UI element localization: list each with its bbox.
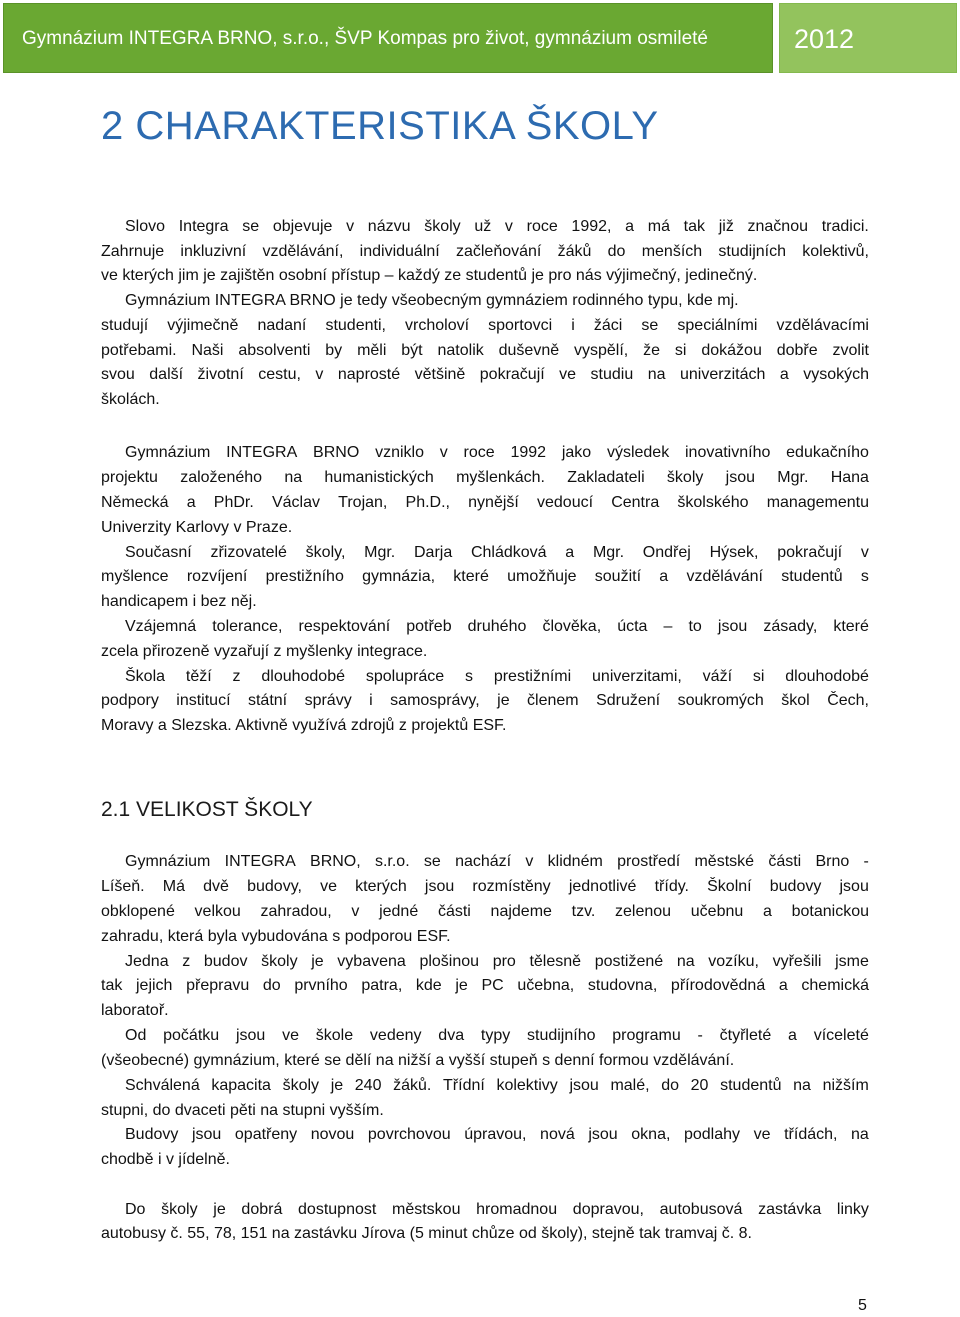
text-line: Líšeň. Má dvě budovy, ve kterých jsou rozmístěny jednotlivé třídy. Školní budovy jsou bbox=[101, 878, 869, 895]
text-line: zcela přirozeně vyzařují z myšlenky integrace. bbox=[101, 643, 428, 660]
text-line: handicapem i bez něj. bbox=[101, 593, 257, 610]
text-line: svou další životní cestu, v naprosté většině pokračují ve studiu na univerzitách a vysokých bbox=[101, 366, 869, 383]
text-line: Univerzity Karlovy v Praze. bbox=[101, 519, 293, 536]
text-line: Jedna z budov školy je vybavena plošinou pro tělesně postižené na vozíku, vyřešili jsme bbox=[125, 953, 869, 970]
text-line: myšlence rozvíjení prestižního gymnázia, které umožňuje soužití a vzdělávání studentů s bbox=[101, 568, 869, 585]
text-line: Zahrnuje inkluzivní vzdělávání, individuální začleňování žáků do menších studijních kolektivů, bbox=[101, 243, 869, 260]
text-line: Budovy jsou opatřeny novou povrchovou úpravou, nová jsou okna, podlahy ve třídách, na bbox=[125, 1126, 869, 1143]
text-line: ve kterých jim je zajištěn osobní přístup – každý ze studentů je pro nás výjimečný, jedinečný. bbox=[101, 267, 758, 284]
text-line: studují výjimečně nadaní studenti, vrcholoví sportovci i žáci se speciálními vzdělávacími bbox=[101, 317, 869, 334]
page-header bbox=[3, 3, 957, 73]
text-line: Gymnázium INTEGRA BRNO, s.r.o. se nachází v klidném prostředí městské části Brno - bbox=[125, 853, 869, 870]
text-line: školách. bbox=[101, 391, 160, 408]
header-year: 2012 bbox=[794, 24, 855, 54]
text-line: projektu založeného na humanistických myšlenkách. Zakladateli školy jsou Mgr. Hana bbox=[101, 469, 869, 486]
text-line: Gymnázium INTEGRA BRNO je tedy všeobecným gymnáziem rodinného typu, kde mj. bbox=[125, 292, 739, 309]
header-year-band bbox=[779, 3, 957, 73]
text-line: potřebami. Naši absolventi by měli být natolik duševně vyspělí, že si dokážou dobře zvolit bbox=[101, 342, 869, 359]
header-title: Gymnázium INTEGRA BRNO, s.r.o., ŠVP Kompas pro život, gymnázium osmileté bbox=[22, 28, 708, 49]
text-line: Současní zřizovatelé školy, Mgr. Darja Chládková a Mgr. Ondřej Hýsek, pokračují v bbox=[125, 544, 869, 561]
text-line: Do školy je dobrá dostupnost městskou hromadnou dopravou, autobusová zastávka linky bbox=[125, 1201, 869, 1218]
section-heading-school-size: 2.1 VELIKOST ŠKOLY bbox=[101, 798, 313, 821]
text-line: Moravy a Slezska. Aktivně využívá zdrojů z projektů ESF. bbox=[101, 717, 507, 734]
text-line: Od počátku jsou ve škole vedeny dva typy studijního programu - čtyřleté a víceleté bbox=[125, 1027, 869, 1044]
chapter-heading: 2 CHARAKTERISTIKA ŠKOLY bbox=[101, 104, 659, 148]
text-line: stupni, do dvaceti pěti na stupni vyšším. bbox=[101, 1102, 384, 1119]
text-line: obklopené velkou zahradou, v jedné části najdeme tzv. zelenou učebnu a botanickou bbox=[101, 903, 869, 920]
text-line: podpory institucí státní správy i samosprávy, je členem Sdružení soukromých škol Čech, bbox=[101, 692, 869, 709]
text-line: chodbě i v jídelně. bbox=[101, 1151, 230, 1168]
text-line: laboratoř. bbox=[101, 1002, 169, 1019]
page-number: 5 bbox=[858, 1297, 867, 1314]
text-line: Gymnázium INTEGRA BRNO vzniklo v roce 1992 jako výsledek inovativního edukačního bbox=[125, 444, 869, 461]
text-line: Vzájemná tolerance, respektování potřeb druhého člověka, úcta – to jsou zásady, které bbox=[125, 618, 869, 635]
text-line: autobusy č. 55, 78, 151 na zastávku Jírova (5 minut chůze od školy), stejně tak tramvaj č. 8. bbox=[101, 1225, 752, 1242]
text-line: Škola těží z dlouhodobé spolupráce s prestižními univerzitami, váží si dlouhodobé bbox=[125, 668, 869, 685]
text-line: tak jejich přepravu do prvního patra, kde je PC učebna, studovna, přírodovědná a chemická bbox=[101, 977, 869, 994]
text-line: Slovo Integra se objevuje v názvu školy už v roce 1992, a má tak již značnou tradici. bbox=[125, 218, 869, 235]
text-line: Německá a PhDr. Václav Trojan, Ph.D., nynější vedoucí Centra školského managementu bbox=[101, 494, 869, 511]
text-line: zahradu, která byla vybudována s podporou ESF. bbox=[101, 928, 451, 945]
text-line: (všeobecné) gymnázium, které se dělí na nižší a vyšší stupeň s denní formou vzdělávání. bbox=[101, 1052, 735, 1069]
text-line: Schválená kapacita školy je 240 žáků. Třídní kolektivy jsou malé, do 20 studentů na nižším bbox=[125, 1077, 869, 1094]
header-title-band bbox=[3, 3, 773, 73]
